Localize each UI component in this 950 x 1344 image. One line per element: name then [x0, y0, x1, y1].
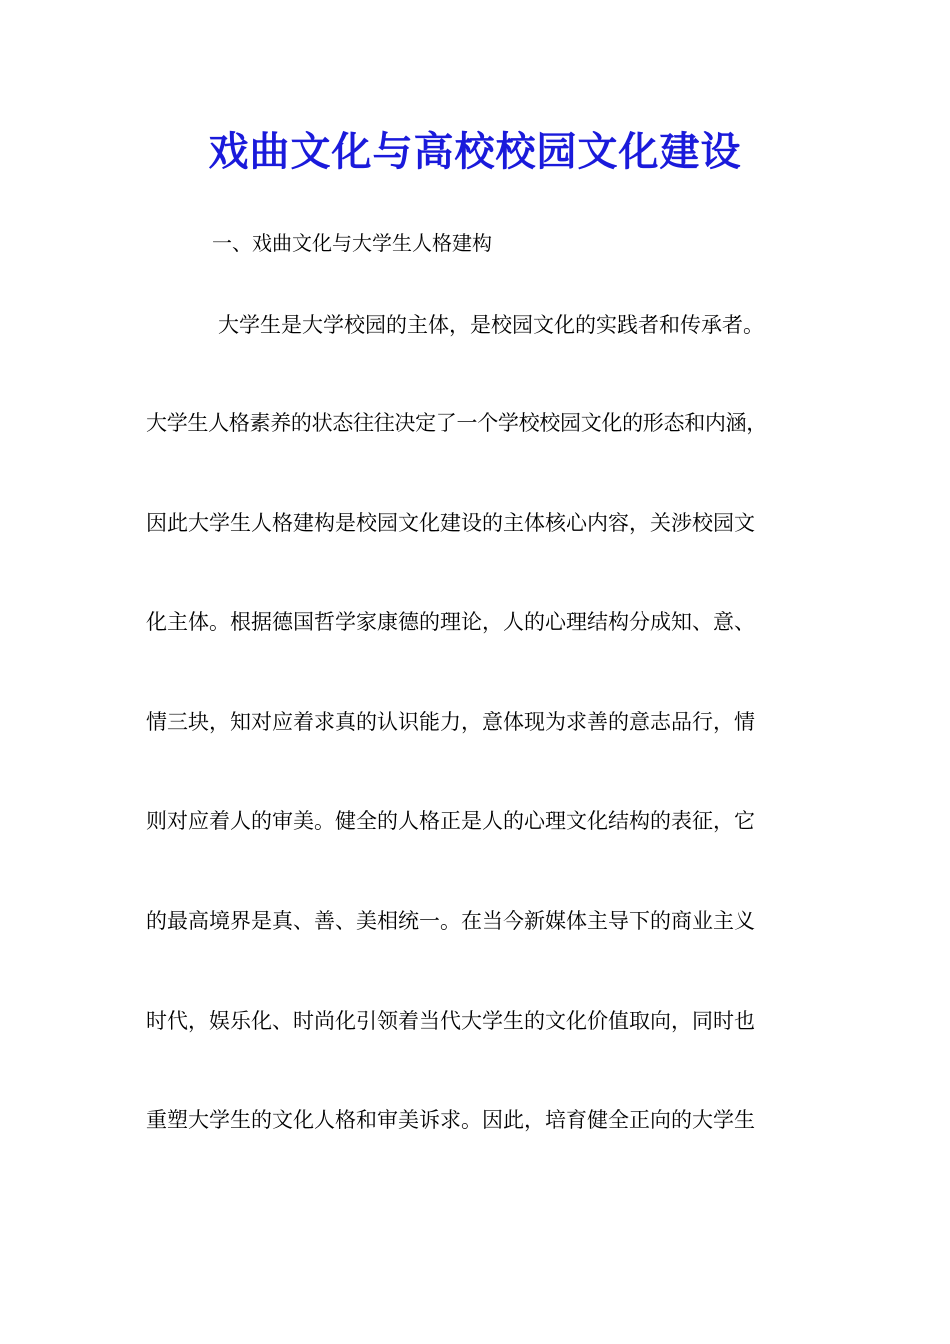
body-line-6: 则对应着人的审美。健全的人格正是人的心理文化结构的表征，它 [146, 809, 755, 833]
body-line-3: 因此大学生人格建构是校园文化建设的主体核心内容，关涉校园文 [146, 511, 755, 535]
body-line-2: 大学生人格素养的状态往往决定了一个学校校园文化的形态和内涵， [146, 411, 767, 435]
section-heading: 一、戏曲文化与大学生人格建构 [212, 231, 492, 255]
body-line-5: 情三块，知对应着求真的认识能力，意体现为求善的意志品行，情 [146, 710, 755, 734]
body-line-7: 的最高境界是真、善、美相统一。在当今新媒体主导下的商业主义 [146, 909, 755, 933]
body-line-1: 大学生是大学校园的主体，是校园文化的实践者和传承者。 [218, 313, 764, 337]
body-line-8: 时代，娱乐化、时尚化引领着当代大学生的文化价值取向，同时也 [146, 1009, 755, 1033]
body-line-4: 化主体。根据德国哲学家康德的理论，人的心理结构分成知、意、 [146, 610, 755, 634]
body-line-9: 重塑大学生的文化人格和审美诉求。因此，培育健全正向的大学生 [146, 1108, 755, 1132]
document-title: 戏曲文化与高校校园文化建设 [208, 128, 742, 175]
